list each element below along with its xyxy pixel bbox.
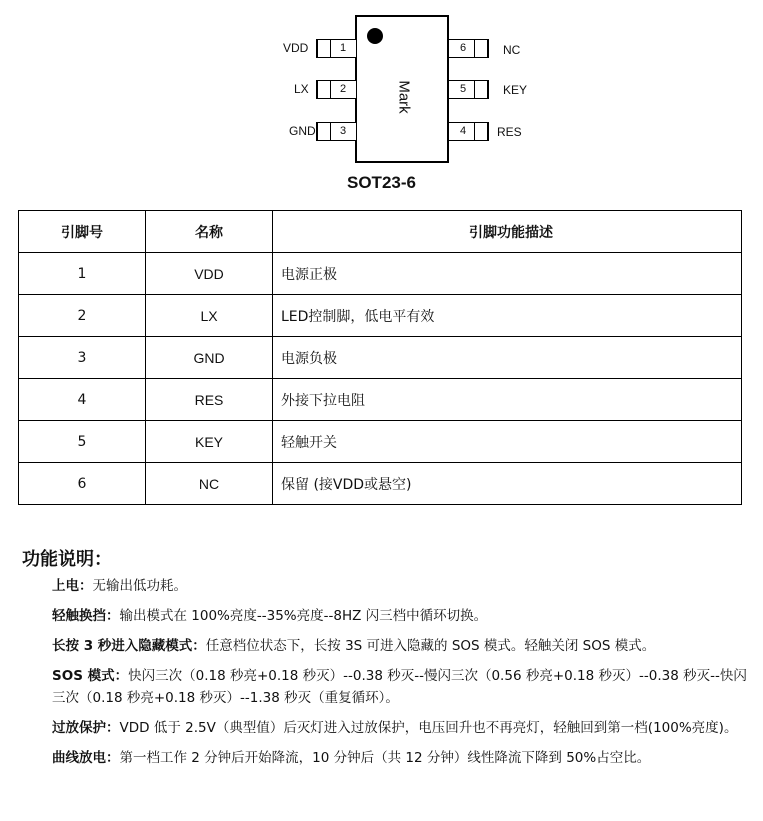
pin-number: 5: [459, 83, 467, 95]
pin-name-1: VDD: [283, 41, 309, 55]
chip-mark-label: Mark: [395, 80, 413, 114]
pin-name-2: LX: [294, 82, 309, 96]
function-item-curve-discharge: [22, 747, 752, 769]
function-item-sos-mode: [22, 665, 752, 709]
cell-pin-description: 保留 (接VDD或悬空): [273, 463, 742, 505]
cell-pin-description: 电源负极: [273, 337, 742, 379]
cell-pin-name: LX: [146, 295, 273, 337]
pin-3: [316, 122, 356, 141]
item-label: 过放保护：: [52, 720, 120, 736]
item-label: 长按 3 秒进入隐藏模式：: [52, 638, 206, 654]
cell-pin-description: LED控制脚，低电平有效: [273, 295, 742, 337]
pin-function-table: [18, 210, 742, 505]
function-description: [22, 545, 752, 777]
table-row: [19, 379, 742, 421]
table-row: [19, 295, 742, 337]
table-row: [19, 337, 742, 379]
pin1-indicator-dot: [367, 28, 383, 44]
table-row: [19, 421, 742, 463]
cell-pin-number: 3: [19, 337, 146, 379]
pin-2: [316, 80, 356, 99]
pin-name-5: KEY: [503, 83, 528, 97]
item-text: VDD 低于 2.5V（典型值）后灭灯进入过放保护，电压回升也不再亮灯，轻触回到第一档(100%亮度)。: [119, 720, 738, 736]
chip-body: [355, 15, 449, 163]
cell-pin-description: 轻触开关: [273, 421, 742, 463]
table-row: [19, 463, 742, 505]
pin-4: [449, 122, 489, 141]
item-text: 第一档工作 2 分钟后开始降流，10 分钟后（共 12 分钟）线性降流下降到 50%占空比。: [119, 750, 651, 766]
cell-pin-number: 2: [19, 295, 146, 337]
table-header-row: [19, 211, 742, 253]
function-item-touch-switch: [22, 605, 752, 627]
pin-6: [449, 39, 489, 58]
pin-lead: [317, 122, 331, 141]
cell-pin-description: 电源正极: [273, 253, 742, 295]
cell-pin-number: 1: [19, 253, 146, 295]
item-label: 曲线放电：: [52, 750, 120, 766]
pin-lead: [317, 80, 331, 99]
section-title: 功能说明：: [22, 549, 112, 570]
pin-5: [449, 80, 489, 99]
pin-lead: [317, 39, 331, 58]
pin-number: 3: [339, 125, 347, 137]
function-item-power-on: [22, 575, 752, 597]
header-pin-number: 引脚号: [19, 211, 146, 253]
package-name: SOT23-6: [347, 173, 416, 192]
cell-pin-name: NC: [146, 463, 273, 505]
cell-pin-name: VDD: [146, 253, 273, 295]
item-label: 上电：: [52, 578, 93, 594]
item-text: 输出模式在 100%亮度--35%亮度--8HZ 闪三档中循环切换。: [119, 608, 488, 624]
header-pin-description: 引脚功能描述: [273, 211, 742, 253]
pin-lead: [474, 122, 488, 141]
pin-number: 6: [459, 42, 467, 54]
cell-pin-name: RES: [146, 379, 273, 421]
pin-name-6: NC: [503, 43, 521, 57]
item-label: SOS 模式：: [52, 668, 129, 684]
pin-1: [316, 39, 356, 58]
cell-pin-name: KEY: [146, 421, 273, 463]
pin-name-3: GND: [289, 124, 316, 138]
header-pin-name: 名称: [146, 211, 273, 253]
item-label: 轻触换挡：: [52, 608, 120, 624]
cell-pin-description: 外接下拉电阻: [273, 379, 742, 421]
pin-name-4: RES: [497, 125, 522, 139]
cell-pin-number: 4: [19, 379, 146, 421]
item-text: 无输出低功耗。: [92, 578, 187, 594]
cell-pin-number: 6: [19, 463, 146, 505]
pin-lead: [474, 39, 488, 58]
pin-number: 4: [459, 125, 467, 137]
pin-lead: [474, 80, 488, 99]
pin-number: 1: [339, 42, 347, 54]
table-row: [19, 253, 742, 295]
item-text: 任意档位状态下，长按 3S 可进入隐藏的 SOS 模式。轻触关闭 SOS 模式。: [205, 638, 656, 654]
function-item-long-press: [22, 635, 752, 657]
pin-number: 2: [339, 83, 347, 95]
item-text: 快闪三次（0.18 秒亮+0.18 秒灭）--0.38 秒灭--慢闪三次（0.56 秒亮+0.18 秒灭）--0.38 秒灭--快闪三次（0.18 秒亮+0.18 秒灭）--1.38 秒灭（重复循环）。: [52, 668, 747, 706]
cell-pin-name: GND: [146, 337, 273, 379]
function-item-over-discharge: [22, 717, 752, 739]
cell-pin-number: 5: [19, 421, 146, 463]
